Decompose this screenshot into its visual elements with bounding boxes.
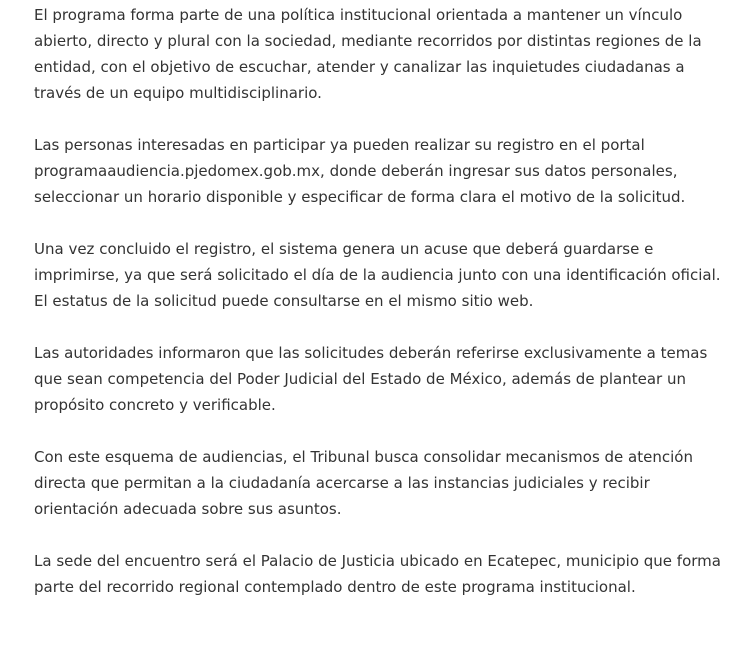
- article-paragraph: Las personas interesadas en participar ya pueden realizar su registro en el portal programaaudiencia.pjedomex.gob.mx, donde deberán ingresar sus datos personales, seleccionar un horario disponible y especificar de forma clara el motivo de la solicitud.: [34, 136, 686, 206]
- article-paragraph: Con este esquema de audiencias, el Tribunal busca consolidar mecanismos de atención directa que permitan a la ciudadanía acercarse a las instancias judiciales y recibir orientación adecuada sobre sus asuntos.: [34, 448, 693, 518]
- article-body: [34, 2, 734, 626]
- article-paragraph: Las autoridades informaron que las solicitudes deberán referirse exclusivamente a temas que sean competencia del Poder Judicial del Estado de México, además de plantear un propósito concreto y verificable.: [34, 344, 708, 414]
- article-paragraph: La sede del encuentro será el Palacio de Justicia ubicado en Ecatepec, municipio que forma parte del recorrido regional contemplado dentro de este programa institucional.: [34, 552, 721, 596]
- article-paragraph: El programa forma parte de una política institucional orientada a mantener un vínculo abierto, directo y plural con la sociedad, mediante recorridos por distintas regiones de la entidad, con el objetivo de escuchar, atender y canalizar las inquietudes ciudadanas a través de un equipo multidisciplinario.: [34, 6, 702, 102]
- article-paragraph: Una vez concluido el registro, el sistema genera un acuse que deberá guardarse e imprimirse, ya que será solicitado el día de la audiencia junto con una identificación oficial. El estatus de la solicitud puede consultarse en el mismo sitio web.: [34, 240, 721, 310]
